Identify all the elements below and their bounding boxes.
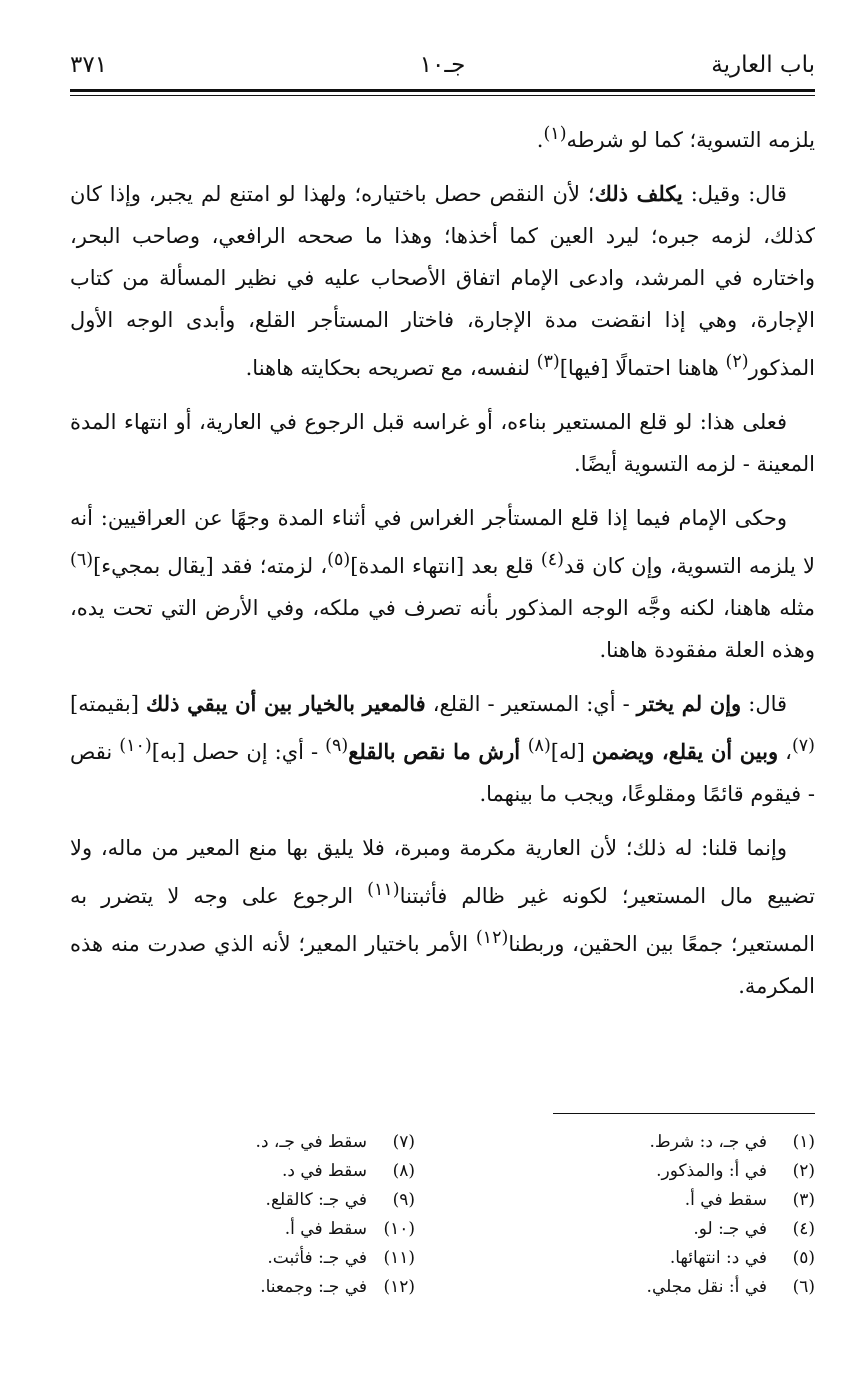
text-run: قال:: [741, 692, 788, 716]
footnote-ref: (٥): [327, 550, 351, 570]
book-page: [70, 0, 815, 1376]
footnote-item: [485, 1157, 815, 1186]
footnote-ref: (١٠): [119, 736, 152, 756]
footnote-text: في جـ: وجمعنا.: [260, 1277, 367, 1297]
footnote-text: في جـ: لو.: [693, 1219, 767, 1239]
footnote-text: سقط في أ.: [684, 1190, 767, 1210]
footnote-number: (٥): [792, 1248, 815, 1268]
footnote-item: [485, 1215, 815, 1244]
matn-text: أرش ما نقص بالقلع: [348, 739, 528, 764]
footnote-text: في أ: نقل مجلي.: [646, 1277, 767, 1297]
text-run: ، لزمته؛ فقد [يقال بمجيء]: [93, 554, 328, 578]
footnote-text: سقط في جـ، د.: [255, 1132, 367, 1152]
text-run: وحكى الإمام فيما إذا قلع المستأجر الغراس في أثناء المدة وجهًا عن العراقيين: أنه لا يلزمه التسوية، وإن كان قد: [70, 506, 815, 578]
footnote-item: [485, 1128, 815, 1157]
text-run: الرجوع على وجه لا يتضرر به المستعير؛ جمعًا بين الحقين، وربطنا: [70, 884, 815, 956]
footnote-item: [85, 1157, 415, 1186]
paragraph-4: [70, 497, 815, 671]
footnote-text: في د: انتهائها.: [669, 1248, 767, 1268]
footnote-ref: (٨): [527, 736, 551, 756]
matn-text: وإن لم يختر: [636, 691, 742, 716]
paragraph-3: فعلى هذا: لو قلع المستعير بناءه، أو غراسه قبل الرجوع في العارية، أو انتهاء المدة المعينة - لزمه التسوية أيضًا.: [70, 410, 815, 476]
text-run: لنفسه، مع تصريحه بحكايته هاهنا.: [245, 356, 537, 380]
header-rule-thick: [70, 89, 815, 92]
footnote-number: (٨): [392, 1161, 415, 1181]
footnote-column-right: [485, 1128, 815, 1302]
footnote-item: [485, 1273, 815, 1302]
footnote-item: [85, 1128, 415, 1157]
footnote-number: (٩): [392, 1190, 415, 1210]
footnote-number: (١٠): [383, 1219, 415, 1239]
paragraph-2: [70, 173, 815, 389]
header-rule-thin: [70, 95, 815, 96]
matn-text: وبين أن يقلع، ويضمن: [591, 739, 779, 764]
running-head: [70, 52, 815, 92]
footnote-item: [85, 1186, 415, 1215]
footnote-number: (٦): [792, 1277, 815, 1297]
footnote-item: [85, 1273, 415, 1302]
footnote-text: في أ: والمذكور.: [656, 1161, 767, 1181]
footnotes: [70, 1128, 815, 1328]
paragraph-6: [70, 827, 815, 1007]
text-run: الأمر باختيار المعير؛ لأنه الذي صدرت منه هذه المكرمة.: [70, 932, 815, 998]
footnote-text: سقط في د.: [281, 1161, 367, 1181]
text-run: ،: [778, 740, 792, 764]
footnote-text: سقط في أ.: [284, 1219, 367, 1239]
text-run: وإنما قلنا: له ذلك؛ لأن العارية مكرمة ومبرة، فلا يليق بها منع المعير من ماله، ولا تضييع مال المستعير؛ لكونه غير ظالم فأثبتنا: [70, 836, 815, 908]
text-run: - أي: إن حصل [به]: [151, 740, 326, 764]
volume-label: جـ١٠: [419, 52, 466, 78]
footnote-text: في جـ: كالقلع.: [265, 1190, 367, 1210]
text-run: [بقيمته]: [70, 692, 146, 716]
footnote-ref: (٧): [791, 736, 815, 756]
footnote-text: في جـ، د: شرط.: [649, 1132, 767, 1152]
footnote-item: [485, 1244, 815, 1273]
footnote-number: (٧): [392, 1132, 415, 1152]
footnote-ref: (٩): [325, 736, 349, 756]
text-run: [له]: [550, 740, 592, 764]
chapter-title: باب العارية: [711, 52, 815, 78]
footnote-column-left: [85, 1128, 415, 1302]
footnote-separator: [553, 1113, 815, 1114]
text-run: ؛ لأن النقص حصل باختياره؛ ولهذا لو امتنع لم يجبر، وإذا كان كذلك، لزمه جبره؛ ليرد العين كما أخذها؛ وهذا ما صححه الرافعي، وصاحب البحر، واختاره في المرشد، وادعى الإمام اتفاق الأصحاب عليه في نظير المسألة من كتاب الإجارة، وهي إذا انقضت مدة الإجارة، فاختار المستأجر القلع، وأبدى الوجه الأول المذكور: [70, 182, 815, 380]
footnote-number: (١٢): [383, 1277, 415, 1297]
main-text: [70, 113, 815, 1019]
matn-text: يكلف ذلك: [594, 181, 683, 206]
text-run: قلع بعد [انتهاء المدة]: [350, 554, 541, 578]
footnote-ref: (٢): [725, 352, 749, 372]
footnote-item: [85, 1244, 415, 1273]
text-run: .: [536, 128, 544, 152]
footnote-ref: (٦): [70, 550, 94, 570]
footnote-ref: (١): [543, 124, 567, 144]
text-run: مثله هاهنا، لكنه وجَّه الوجه المذكور بأنه تصرف في ملكه، وفي الأرض التي تحت يده، وهذه العلة مفقودة هاهنا.: [70, 596, 815, 662]
text-run: نقص - فيقوم قائمًا ومقلوعًا، ويجب ما بينهما.: [70, 740, 815, 806]
text-run: - أي: المستعير - القلع،: [425, 692, 637, 716]
footnote-number: (٣): [792, 1190, 815, 1210]
text-run: هاهنا احتمالًا [فيها]: [559, 356, 726, 380]
paragraph-5: [70, 683, 815, 815]
footnote-number: (٤): [792, 1219, 815, 1239]
footnote-number: (٢): [792, 1161, 815, 1181]
footnote-item: [485, 1186, 815, 1215]
page-number: ٣٧١: [70, 52, 108, 78]
footnote-number: (١): [792, 1132, 815, 1152]
footnote-ref: (٣): [536, 352, 560, 372]
text-run: قال: وقيل:: [682, 182, 787, 206]
footnote-ref: (١٢): [475, 928, 509, 948]
footnote-number: (١١): [383, 1248, 415, 1268]
footnote-text: في جـ: فأثبت.: [267, 1248, 367, 1268]
matn-text: فالمعير بالخيار بين أن يبقي ذلك: [145, 691, 426, 716]
footnote-item: [85, 1215, 415, 1244]
footnote-ref: (١١): [367, 880, 400, 900]
paragraph-1: [70, 113, 815, 161]
footnote-ref: (٤): [540, 550, 564, 570]
text-run: يلزمه التسوية؛ كما لو شرطه: [566, 128, 815, 152]
